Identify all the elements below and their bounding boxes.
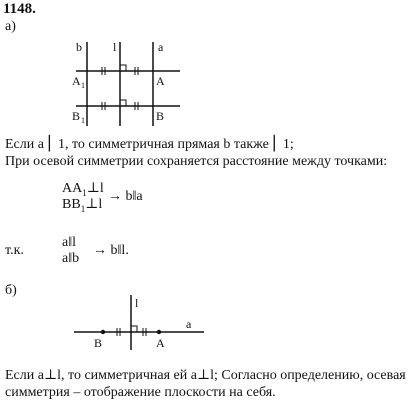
formula-1-result: → b‖a xyxy=(108,189,143,204)
formula-2-line1: a‖l xyxy=(62,235,77,250)
point-b xyxy=(101,330,105,334)
label-point-a: A xyxy=(156,336,165,350)
formula-bb1-rel: ⊥l xyxy=(85,197,103,212)
formula-bb1-sub: 1 xyxy=(80,203,86,214)
label-b1-sub: 1 xyxy=(81,116,85,125)
label-a-b: a xyxy=(186,317,192,331)
label-b1: B xyxy=(72,109,81,123)
formula-2-line2: a‖b xyxy=(62,251,80,266)
part-b-text-1: Если a⊥l, то симметричная ей a⊥l; Согласно определению, осевая xyxy=(5,368,406,383)
label-a1: A xyxy=(72,74,81,88)
right-angle-mark-bottom xyxy=(120,100,126,106)
label-a1-sub: 1 xyxy=(81,81,85,90)
formula-tk: т.к. xyxy=(5,243,24,258)
part-a-text-2: При осевой симметрии сохраняется расстояние между точками: xyxy=(5,154,388,169)
label-l: l xyxy=(113,40,117,54)
label-a: a xyxy=(158,40,164,54)
formula-aa1-left: AA xyxy=(62,181,83,196)
figure-a xyxy=(60,36,190,128)
right-angle-mark-top xyxy=(120,65,126,71)
label-a-point: A xyxy=(156,74,165,88)
formula-aa1-rel: ⊥l xyxy=(86,181,104,196)
part-b-label: б) xyxy=(5,283,17,298)
formula-bb1-left: BB xyxy=(62,197,81,212)
point-a xyxy=(157,330,161,334)
part-a-label: а) xyxy=(5,19,16,34)
label-l-b: l xyxy=(135,296,139,310)
formula-bb1 xyxy=(62,197,102,217)
problem-number: 1148. xyxy=(3,1,36,17)
label-point-b: B xyxy=(94,336,103,350)
figure-b xyxy=(70,293,210,353)
label-b: b xyxy=(76,40,82,54)
label-b-point: B xyxy=(156,109,165,123)
right-angle-mark-b xyxy=(131,326,137,332)
formula-2-result: → b‖l. xyxy=(93,243,129,258)
formula-aa1-sub: 1 xyxy=(82,187,87,198)
part-b-text-2: симметрия – отображение плоскости на себя. xyxy=(5,385,276,400)
part-a-text-1: Если a ⎢ 1, то симметричная прямая b также ⎢ 1; xyxy=(5,137,294,152)
